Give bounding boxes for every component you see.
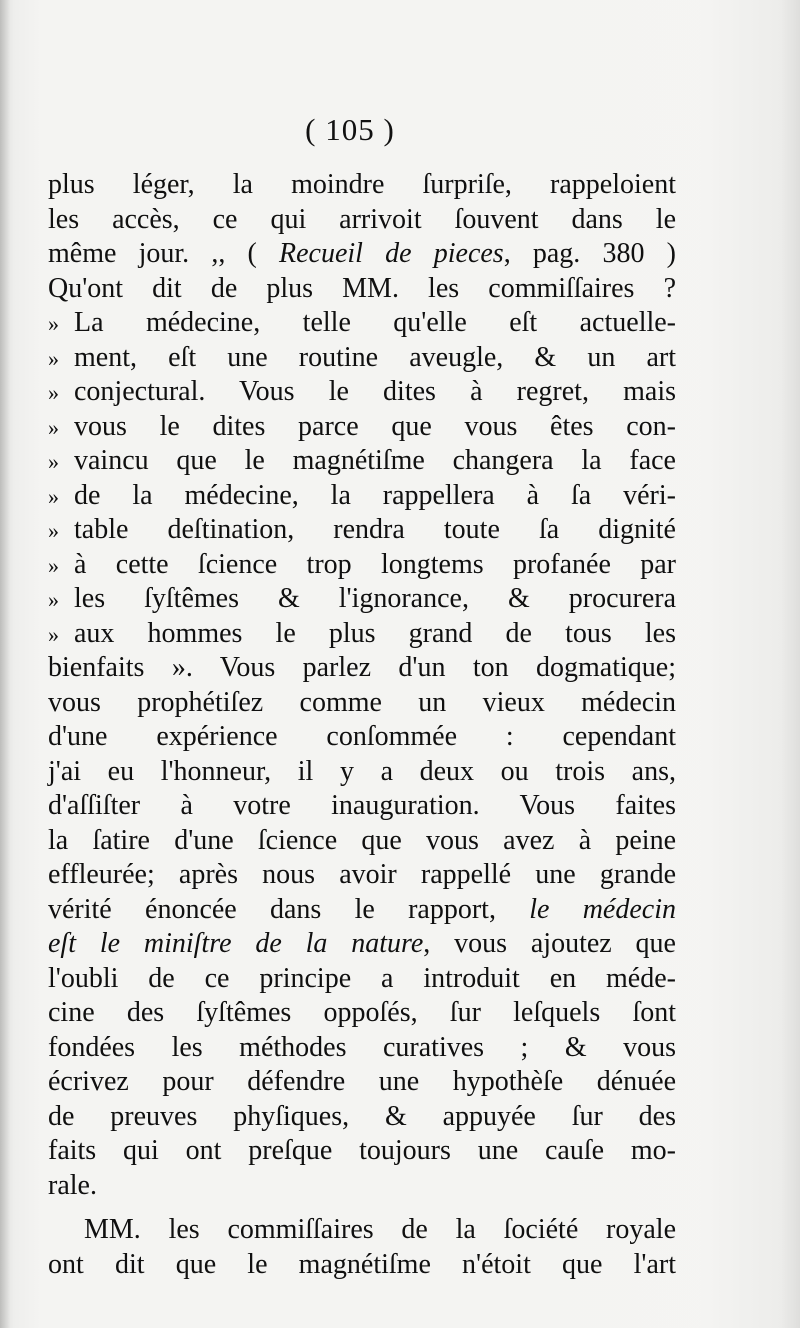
text-line: Qu'ont dit de plus MM. les commiſſaires ? [48,272,676,304]
body-text [48,168,676,1282]
text-line: fondées les méthodes curatives ; & vous [48,1031,676,1063]
text-line [48,893,676,928]
quote-line [48,479,676,514]
text-line: cine des ſyſtêmes oppoſés, ſur leſquels ſont [48,997,676,1028]
text-line: rale. [48,1169,97,1201]
text-span: table deſtination, rendra toute ſa dignité [74,514,676,545]
text-line: d'aſſiſter à votre inauguration. Vous faites [48,790,676,821]
quote-mark: » [48,518,59,543]
text-span: , pag. 380 ) [503,238,676,269]
text-line: bienfaits ». Vous parlez d'un ton dogmatique; [48,652,676,683]
text-line: les accès, ce qui arrivoit ſouvent dans le [48,203,676,235]
quote-mark: » [48,587,59,612]
text-line: la ſatire d'une ſcience que vous avez à peine [48,824,676,856]
text-line: l'oubli de ce principe a introduit en méde- [48,962,676,994]
text-line: plus léger, la moindre ſurpriſe, rappeloient [48,169,676,200]
text-line: d'une expérience conſommée : cependant [48,721,676,752]
quote-mark: » [48,380,59,405]
quote-line [48,582,676,617]
text-span: vous le dites parce que vous êtes con- [74,410,676,442]
text-span: ment, eſt une routine aveugle, & un art [74,341,676,373]
text-line [48,237,676,272]
quote-line [48,375,676,410]
italic-phrase: le médecin [529,893,676,925]
quote-mark: » [48,414,59,440]
text-span: vérité énoncée dans le rapport, [48,893,530,925]
page-gutter-shadow [0,0,10,1328]
quote-mark: » [48,621,59,647]
text-span: même jour. ,, ( [48,238,280,269]
text-span: de la médecine, la rappellera à ſa véri- [74,479,676,511]
text-span: , vous ajoutez que [423,928,676,959]
text-line: MM. les commiſſaires de la ſociété royale [84,1214,676,1245]
text-span: à cette ſcience trop longtems profanée par [74,548,676,580]
paragraph-gap [48,1203,676,1213]
quote-mark: » [48,311,59,336]
italic-phrase: eſt le miniſtre de la nature [48,928,424,959]
text-line: ont dit que le magnétiſme n'étoit que l'art [48,1248,676,1280]
text-span: les ſyſtêmes & l'ignorance, & procurera [74,583,676,614]
text-line: écrivez pour défendre une hypothèſe dénuée [48,1066,676,1097]
text-span: La médecine, telle qu'elle eſt actuelle- [74,307,676,338]
text-line: j'ai eu l'honneur, il y a deux ou trois ans, [48,755,676,787]
quote-mark: » [48,449,59,474]
quote-line [48,617,676,652]
page-number: ( 105 ) [305,112,395,147]
text-line [48,927,676,962]
text-span: aux hommes le plus grand de tous les [74,617,676,649]
text-span: conjectural. Vous le dites à regret, mais [74,376,676,407]
quote-mark: » [48,552,59,578]
quote-line [48,444,676,479]
citation-title: Recueil de pieces [279,238,504,269]
text-line: effleurée; après nous avoir rappellé une grande [48,859,676,890]
text-line: faits qui ont preſque toujours une cauſe mo- [48,1135,676,1166]
quote-mark: » [48,345,59,371]
quote-mark: » [48,483,59,509]
quote-line [48,548,676,583]
quote-line [48,306,676,341]
quote-line [48,513,676,548]
text-span: vaincu que le magnétiſme changera la face [74,445,676,476]
quote-line [48,341,676,376]
quote-line [48,410,676,445]
text-line: vous prophétiſez comme un vieux médecin [48,686,676,718]
text-line: de preuves phyſiques, & appuyée ſur des [48,1100,676,1132]
